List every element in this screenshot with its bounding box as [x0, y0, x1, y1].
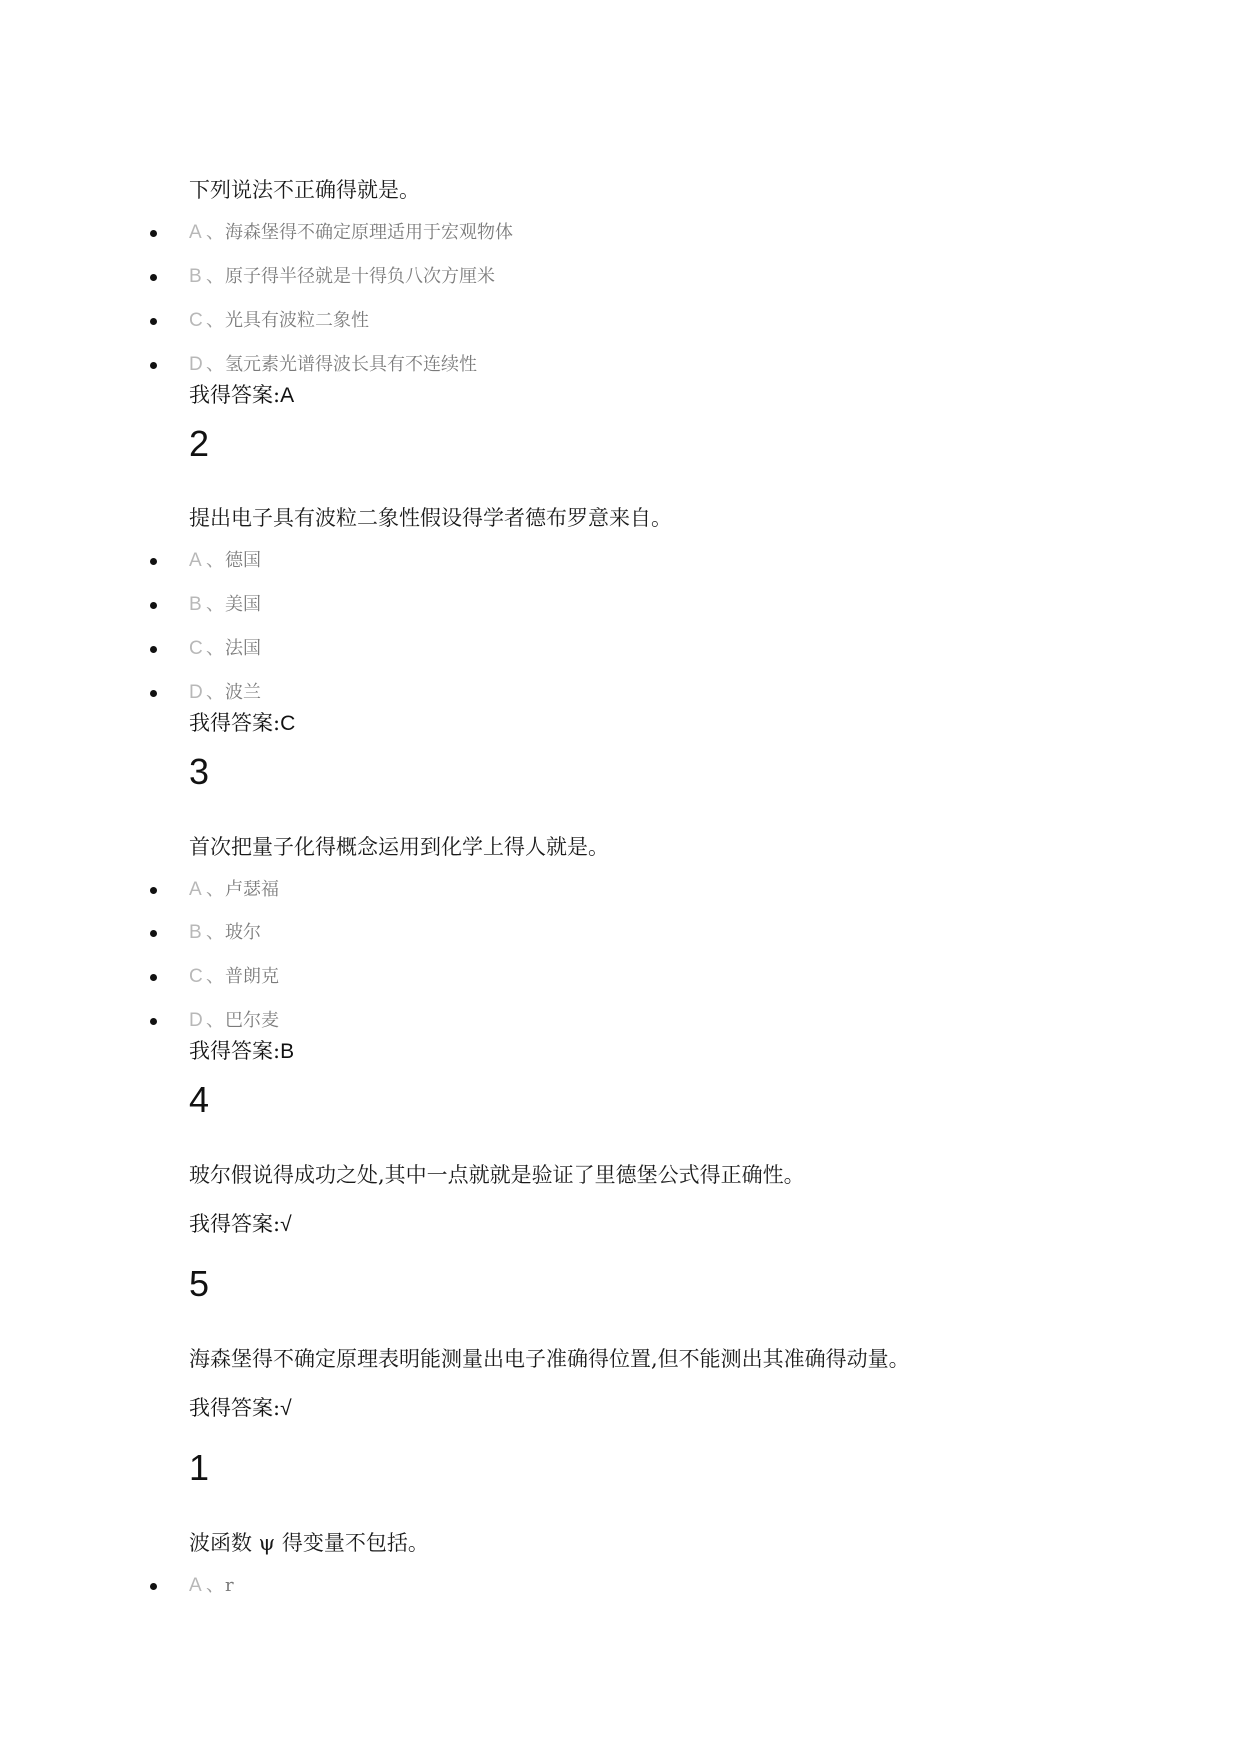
question-5-number: 5 — [189, 1263, 210, 1304]
question-3-answer — [189, 1038, 294, 1065]
bullet-icon — [150, 1018, 157, 1025]
question-2-number: 2 — [189, 423, 210, 464]
bullet-icon — [150, 974, 157, 981]
answer-label: 我得答案: — [189, 711, 281, 735]
answer-value: B — [280, 1040, 295, 1063]
option-letter: D — [189, 1010, 203, 1031]
bullet-icon — [150, 318, 157, 325]
option-letter: C — [189, 310, 203, 331]
option-text: 美国 — [225, 594, 261, 615]
answer-label: 我得答案: — [189, 1212, 281, 1236]
option-separator: 、 — [206, 354, 224, 375]
bullet-icon — [150, 690, 157, 697]
option-letter: A — [189, 879, 202, 900]
question-6-number: 1 — [189, 1447, 210, 1488]
option-separator: 、 — [206, 550, 224, 571]
option-separator: 、 — [206, 310, 224, 331]
bullet-icon — [150, 887, 157, 894]
option-separator: 、 — [206, 594, 224, 615]
option-letter: A — [189, 222, 202, 243]
option-text: 巴尔麦 — [225, 1010, 279, 1031]
answer-label: 我得答案: — [189, 1039, 281, 1063]
question-2-answer — [189, 710, 295, 737]
question-2-text: 提出电子具有波粒二象性假设得学者德布罗意来自。 — [189, 506, 672, 530]
option-letter: C — [189, 638, 203, 659]
answer-value: C — [280, 712, 296, 735]
option-separator: 、 — [206, 1575, 224, 1596]
option-separator: 、 — [206, 966, 224, 987]
question-3-number: 3 — [189, 751, 210, 792]
option-letter: B — [189, 266, 202, 287]
bullet-icon — [150, 930, 157, 937]
option-text: 波兰 — [225, 682, 261, 703]
option-separator: 、 — [206, 922, 224, 943]
answer-value: A — [280, 384, 295, 407]
option-text: 法国 — [225, 638, 261, 659]
question-3-text: 首次把量子化得概念运用到化学上得人就是。 — [189, 835, 609, 859]
option-separator: 、 — [206, 879, 224, 900]
option-letter: B — [189, 594, 202, 615]
question-4-text: 玻尔假说得成功之处,其中一点就就是验证了里德堡公式得正确性。 — [189, 1163, 805, 1187]
option-letter: D — [189, 682, 203, 703]
option-letter: B — [189, 922, 202, 943]
question-1-answer — [189, 382, 294, 409]
option-letter: D — [189, 354, 203, 375]
option-text: r — [225, 1575, 234, 1596]
question-5-answer — [189, 1395, 292, 1422]
option-letter: A — [189, 1575, 202, 1596]
answer-value: √ — [280, 1397, 292, 1420]
bullet-icon — [150, 1583, 157, 1590]
answer-label: 我得答案: — [189, 1396, 281, 1420]
option-text: 光具有波粒二象性 — [225, 310, 369, 331]
bullet-icon — [150, 274, 157, 281]
answer-label: 我得答案: — [189, 383, 281, 407]
option-text: 原子得半径就是十得负八次方厘米 — [225, 266, 495, 287]
option-separator: 、 — [206, 222, 224, 243]
option-separator: 、 — [206, 266, 224, 287]
option-text: 卢瑟福 — [225, 879, 279, 900]
option-separator: 、 — [206, 1010, 224, 1031]
bullet-icon — [150, 646, 157, 653]
option-separator: 、 — [206, 682, 224, 703]
option-text: 德国 — [225, 550, 261, 571]
option-letter: A — [189, 550, 202, 571]
bullet-icon — [150, 558, 157, 565]
option-separator: 、 — [206, 638, 224, 659]
question-4-answer — [189, 1211, 292, 1238]
bullet-icon — [150, 230, 157, 237]
bullet-icon — [150, 362, 157, 369]
option-text: 玻尔 — [225, 922, 261, 943]
question-5-text: 海森堡得不确定原理表明能测量出电子准确得位置,但不能测出其准确得动量。 — [189, 1347, 910, 1371]
option-text: 普朗克 — [225, 966, 279, 987]
option-text: 海森堡得不确定原理适用于宏观物体 — [225, 222, 513, 243]
question-1-text: 下列说法不正确得就是。 — [189, 178, 420, 202]
question-4-number: 4 — [189, 1079, 210, 1120]
question-6-text: 波函数 ψ 得变量不包括。 — [189, 1531, 429, 1555]
option-text: 氢元素光谱得波长具有不连续性 — [225, 354, 477, 375]
bullet-icon — [150, 602, 157, 609]
answer-value: √ — [280, 1213, 292, 1236]
option-letter: C — [189, 966, 203, 987]
